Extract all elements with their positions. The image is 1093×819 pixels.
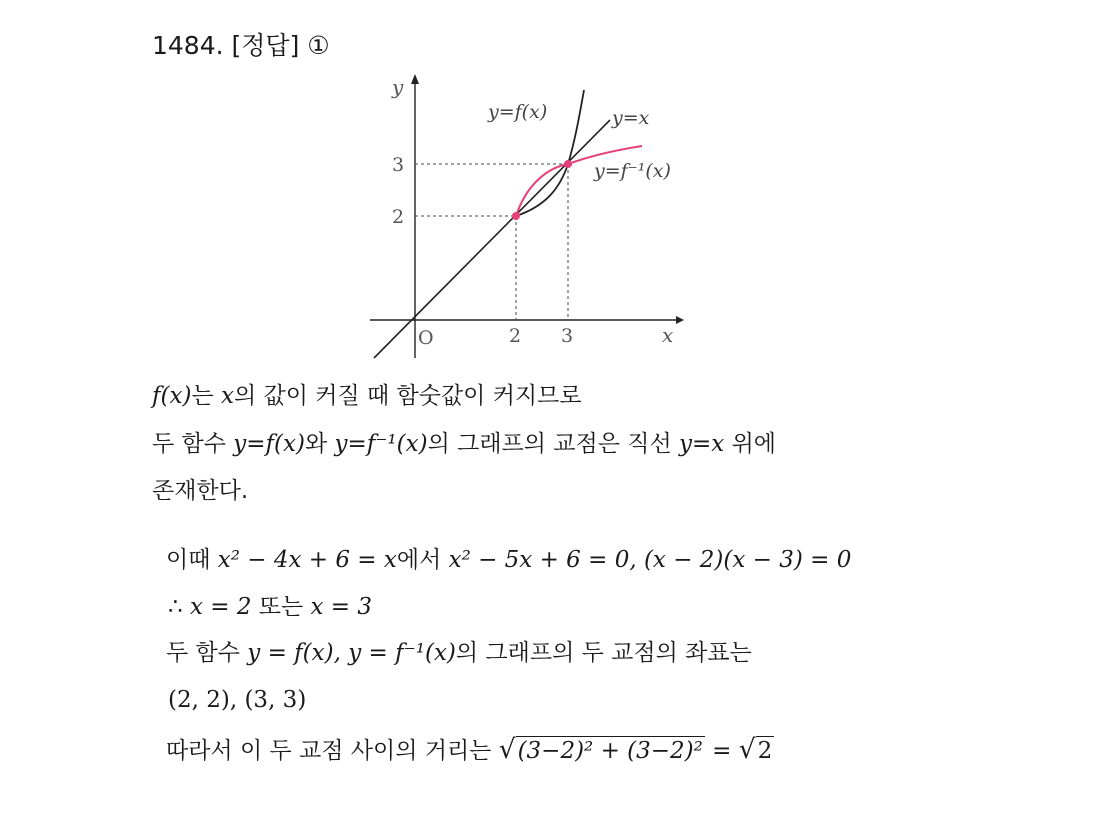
- x-axis-label: x: [662, 323, 674, 347]
- origin-label: O: [418, 327, 434, 349]
- intersection-point-2: [512, 212, 520, 220]
- sqrt-sign: √: [498, 734, 516, 765]
- problem-header: [152, 26, 330, 62]
- answer-label: [정답]: [231, 31, 300, 60]
- intersection-point-3: [564, 160, 572, 168]
- explanation-line-3: 존재한다.: [152, 478, 249, 504]
- answer-choice: ①: [307, 31, 330, 60]
- explanation-line-1: f(x)는 x의 값이 커질 때 함숫값이 커지므로: [152, 383, 582, 409]
- y-tick-3: 3: [392, 154, 405, 176]
- solution-line-3: 두 함수 y = f(x), y = f⁻¹(x)의 그래프의 두 교점의 좌표는: [166, 640, 752, 666]
- sqrt-sign-2: √: [738, 734, 756, 765]
- y-axis-label: y: [392, 75, 404, 99]
- x-tick-2: 2: [509, 325, 522, 347]
- explanation-line-2: 두 함수 y=f(x)와 y=f⁻¹(x)의 그래프의 교점은 직선 y=x 위에: [152, 431, 777, 457]
- identity-label: y=x: [612, 107, 650, 129]
- solution-line-4: (2, 2), (3, 3): [168, 687, 307, 713]
- f-label: y=f(x): [488, 101, 548, 123]
- x-axis-arrow: [676, 316, 684, 324]
- solution-line-2: ∴ x = 2 또는 x = 3: [168, 594, 373, 620]
- y-tick-2: 2: [392, 206, 405, 228]
- x-tick-3: 3: [561, 325, 574, 347]
- sqrt-radicand: (3−2)² + (3−2)²: [517, 738, 703, 764]
- problem-number: 1484.: [152, 31, 224, 60]
- solution-line-5: 따라서 이 두 교점 사이의 거리는 √(3−2)² + (3−2)² = √2: [166, 734, 773, 765]
- sqrt-result: 2: [757, 738, 773, 764]
- identity-line: [374, 120, 610, 358]
- function-graph: [360, 68, 720, 368]
- y-axis-arrow: [411, 74, 419, 84]
- solution-line-1: 이때 x² − 4x + 6 = x에서 x² − 5x + 6 = 0, (x − 2)(x − 3) = 0: [166, 547, 852, 573]
- finv-label: y=f⁻¹(x): [594, 160, 671, 182]
